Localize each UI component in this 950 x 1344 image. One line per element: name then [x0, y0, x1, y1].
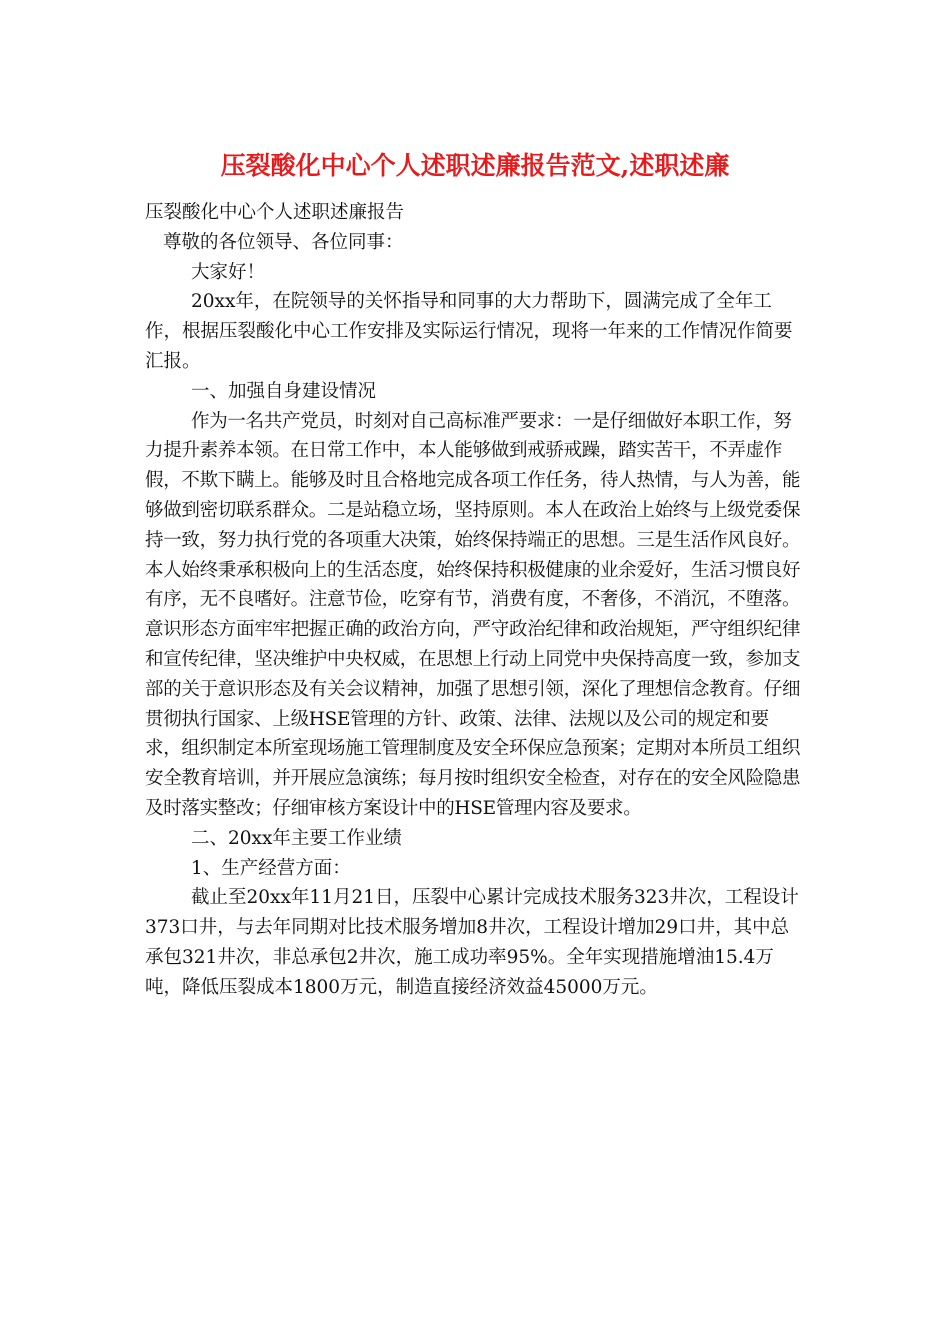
document-subtitle: 压裂酸化中心个人述职述廉报告 — [145, 202, 405, 223]
paragraph-self-building: 作为一名共产党员，时刻对自己高标准严要求：一是仔细做好本职工作，努力提升素养本领。在日常工作中，本人能够做到戒骄戒躁，踏实苦干，不弄虚作假，不欺下瞒上。能够及时且合格地完成各项工作任务，待人热情，与人为善，能够做到密切联系群众。二是站稳立场，坚持原则。本人在政治上始终与上级党委保持一致，努力执行党的各项重大决策，始终保持端正的思想。三是生活作风良好。本人始终秉承积极向上的生活态度，始终保持积极健康的业余爱好，生活习惯良好有序，无不良嗜好。注意节俭，吃穿有节，消费有度，不奢侈，不消沉，不堕落。意识形态方面牢牢把握正确的政治方向，严守政治纪律和政治规矩，严守组织纪律和宣传纪律，坚决维护中央权威，在思想上行动上同党中央保持高度一致，参加支部的关于意识形态及有关会议精神，加强了思想引领，深化了理想信念教育。仔细贯彻执行国家、上级HSE管理的方针、政策、法律、法规以及公司的规定和要求，组织制定本所室现场施工管理制度及安全环保应急预案；定期对本所员工组织安全教育培训，并开展应急演练；每月按时组织安全检查，对存在的安全风险隐患及时落实整改；仔细审核方案设计中的HSE管理内容及要求。 — [145, 410, 801, 819]
paragraph-production: 截止至20xx年11月21日，压裂中心累计完成技术服务323井次，工程设计373口井，与去年同期对比技术服务增加8井次，工程设计增加29口井，其中总承包321井次，非总承包2井次，施工成功率95%。全年实现措施增油15.4万吨，降低压裂成本1800万元，制造直接经济效益45000万元。 — [145, 887, 799, 998]
section-heading-2: 二、20xx年主要工作业绩 — [191, 827, 402, 849]
document-title: 压裂酸化中心个人述职述廉报告范文,述职述廉 — [220, 151, 730, 180]
salutation: 尊敬的各位领导、各位同事： — [163, 231, 404, 253]
paragraph-intro: 20xx年，在院领导的关怀指导和同事的大力帮助下，圆满完成了全年工作，根据压裂酸化中心工作安排及实际运行情况，现将一年来的工作情况作简要汇报。 — [145, 291, 793, 372]
subsection-heading-production: 1、生产经营方面： — [191, 857, 351, 879]
greeting: 大家好！ — [191, 261, 266, 283]
document-body — [145, 198, 805, 1003]
section-heading-1: 一、加强自身建设情况 — [191, 380, 377, 402]
